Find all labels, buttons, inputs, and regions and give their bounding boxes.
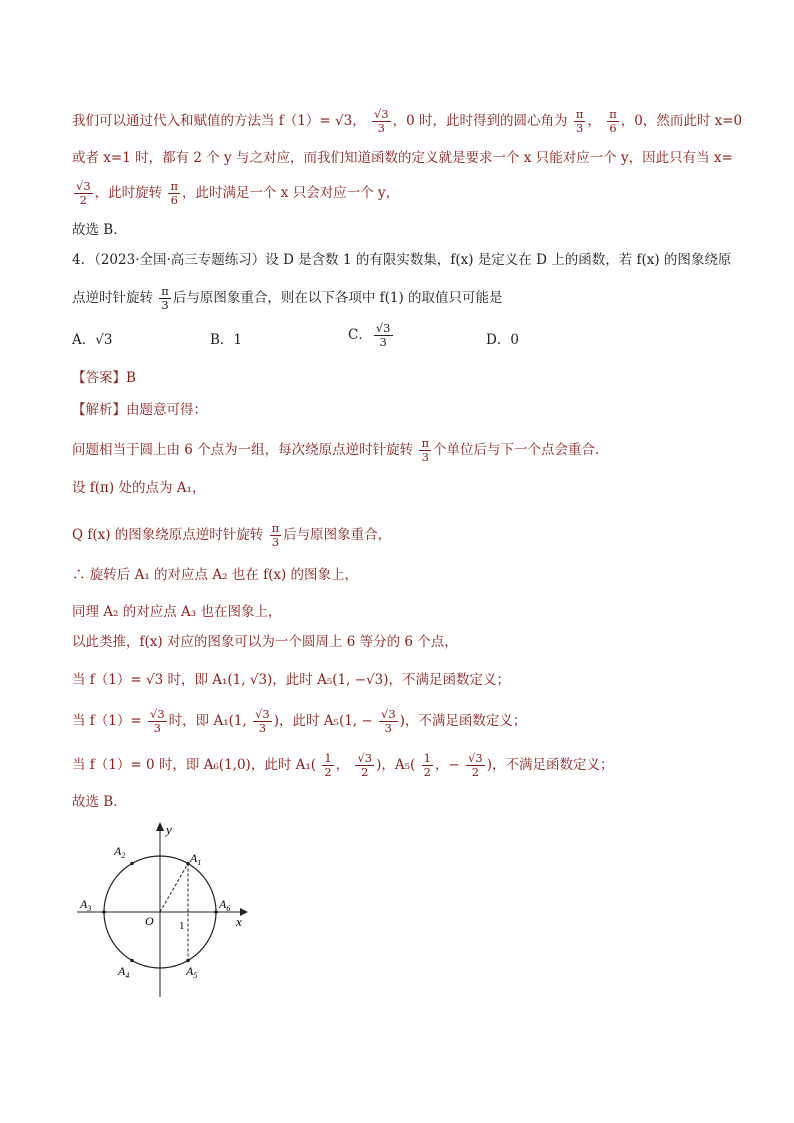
label-a2-sub: 2 [121,851,126,860]
label-a3: $A_3$ [80,897,92,913]
frac-den: 3 [153,721,161,735]
question4-line2 [72,285,503,312]
circle-figure [72,822,272,1002]
analysis-conclusion [72,792,127,812]
frac-den: 3 [271,535,280,549]
analysis-head [72,400,207,420]
text-seg: 【解析】由题意可得： [72,402,207,418]
fraction [419,437,431,464]
text-seg: ∴ 旋转后 A₁ 的对应点 A₂ 也在 f(x) 的图象上， [72,567,359,583]
fraction [148,708,167,735]
frac-num: π [271,521,280,535]
text-seg: ， [335,757,350,773]
text-seg: A．√3 [72,332,113,348]
frac-den: 3 [575,121,584,135]
frac-num: π [609,107,617,121]
frac-num: √3 [468,751,483,765]
point-a4 [130,959,134,963]
fraction [355,752,374,779]
frac-den: 2 [361,765,369,779]
frac-num: √3 [373,107,389,121]
dashed-radius [160,864,188,913]
frac-den: 3 [377,121,385,135]
text-seg: ， [587,113,601,129]
label-a1-sub: 1 [197,858,202,867]
label-origin: O [145,914,154,928]
fraction [253,708,272,735]
analysis-line8 [72,708,526,735]
text-seg: 当 f（1）= √3 时，即 A₁(1, √3)，此时 A₅(1, −√3)，不满足函数定义； [72,672,510,688]
text-seg: 后与原图象重合，则在以下各项中 f(1) 的取值只可能是 [172,290,503,306]
frac-den: 2 [423,765,431,779]
text-seg: D．0 [486,332,519,348]
text-seg: )，不满足函数定义； [486,757,614,773]
frac-den: 2 [471,765,480,779]
analysis-line3 [72,522,391,549]
label-a6: $A_6$ [219,897,231,913]
text-seg: 以此类推，f(x) 对应的图象可以为一个圆周上 6 等分的 6 个点， [72,634,458,650]
text-seg: ，0 时，此时得到的圆心角为 [392,113,568,129]
text-seg: )，不满足函数定义； [399,713,527,729]
frac-den: 3 [161,298,169,312]
text-seg: √3 [334,113,353,129]
frac-num: π [575,107,584,121]
label-one: 1 [179,920,185,932]
text-seg: 当 f（1）= 0 时，即 A₆(1,0)，此时 A₁( [72,757,317,773]
fraction [168,180,180,207]
frac-den: 2 [79,193,87,207]
label-a4-sub: 4 [125,971,130,980]
frac-num: π [421,436,430,450]
text-seg: 故选 B． [72,794,127,810]
label-a1: $A_1$ [190,851,202,867]
text-seg: ， [352,113,366,129]
fraction [379,708,398,735]
frac-den: 3 [258,721,267,735]
text-seg: 当 f（1）= [72,713,142,729]
frac-num: 1 [324,751,332,765]
text-seg: ，0，然而此时 x=0 [620,113,743,129]
fraction [422,752,433,779]
frac-num: √3 [255,707,270,721]
text-seg: C． [348,327,372,343]
frac-num: π [170,179,179,193]
text-seg: )，A₅( [376,757,416,773]
label-a6-sub: 6 [226,904,231,913]
text-seg: 【答案】B [72,370,136,386]
text-seg: 后与原图象重合， [283,527,392,543]
text-seg: 或者 x=1 时，都有 2 个 y 与之对应，而我们知道函数的定义就是要求一个 x 只能对应一个 y，因此只有当 x= [72,150,733,166]
text-seg: 4．（2023·全国·高三专题练习）设 D 是含数 1 的有限实数集，f(x) 是定义在 D 上的函数，若 f(x) 的图象绕原 [72,252,732,268]
text-seg: 故选 B． [72,222,127,238]
fraction [159,285,171,312]
frac-num: √3 [375,321,391,335]
frac-den: 3 [384,721,392,735]
analysis-line4 [72,565,358,585]
fraction [322,752,333,779]
answer-line [72,368,136,388]
fraction [270,522,282,549]
option-b [210,330,242,350]
analysis-line9 [72,752,614,779]
text-seg: 同理 A₂ 的对应点 A₃ 也在图象上， [72,604,282,620]
point-a3 [102,910,106,914]
text-seg: ，− [434,757,460,773]
text-seg: 问题相当于圆上由 6 个点为一组，每次绕原点逆时针旋转 [72,442,414,458]
question4-line1 [72,250,731,270]
text-seg: 点逆时针旋转 [72,290,153,306]
fraction [372,108,391,135]
point-a2 [130,862,134,866]
label-a3-sub: 3 [87,904,92,913]
analysis-line2 [72,478,205,498]
para1-line3 [72,180,399,207]
text-seg: ，此时旋转 [94,185,163,201]
point-a6 [214,910,218,914]
frac-num: 1 [423,751,431,765]
text-seg: B．1 [210,332,243,348]
frac-den: 2 [324,765,332,779]
frac-num: √3 [76,179,91,193]
text-seg: 设 f(π) 处的点为 A₁， [72,480,206,496]
para1-conclusion [72,220,127,240]
label-a4: $A_4$ [118,964,130,980]
option-d [486,330,519,350]
fraction [374,322,393,349]
analysis-line5 [72,602,282,622]
label-x: x [236,914,242,929]
frac-num: √3 [381,707,396,721]
frac-den: 3 [421,450,429,464]
frac-den: 3 [379,335,387,349]
frac-den: 6 [609,121,617,135]
frac-num: √3 [150,707,165,721]
text-seg: 个单位后与下一个点会重合． [433,442,609,458]
text-seg: )，此时 A₅(1, − [273,713,373,729]
frac-num: π [161,284,169,298]
fraction [74,180,93,207]
analysis-line6 [72,632,458,652]
fraction [574,108,586,135]
frac-num: √3 [357,751,373,765]
analysis-line7 [72,670,510,690]
analysis-line1 [72,437,609,464]
text-seg: ，此时满足一个 x 只会对应一个 y， [182,185,400,201]
y-axis-arrow [156,822,164,831]
option-a [72,330,112,350]
frac-den: 6 [170,193,178,207]
para1-line1 [72,108,742,135]
fraction [466,752,485,779]
option-c [348,322,395,349]
label-a5-sub: 5 [193,971,198,980]
text-seg: Q f(x) 的图象绕原点逆时针旋转 [72,527,264,543]
text-seg: 我们可以通过代入和赋值的方法当 f（1）= [72,113,335,129]
label-y: y [166,822,172,837]
label-a5: $A_5$ [186,964,198,980]
text-seg: 时，即 A₁(1, [168,713,247,729]
fraction [607,108,619,135]
label-a2: $A_2$ [114,844,126,860]
para1-line2 [72,148,733,168]
point-a5 [186,959,190,963]
